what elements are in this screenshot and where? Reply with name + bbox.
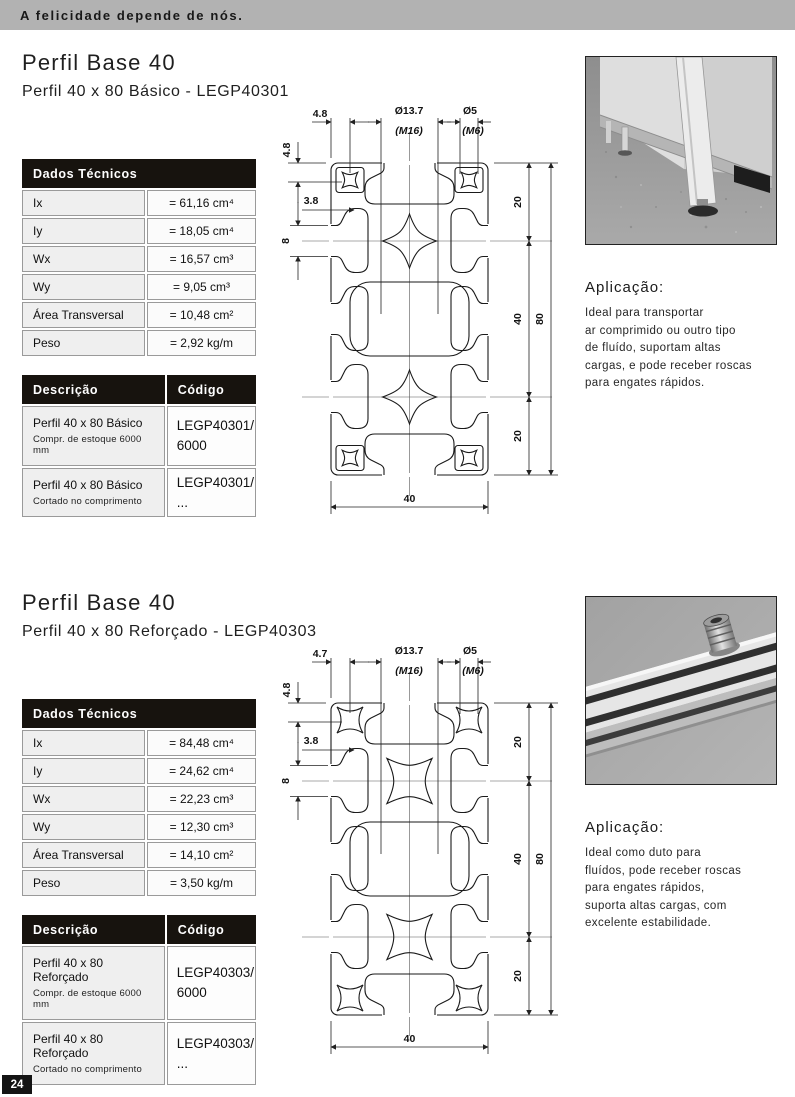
code-line: 6000: [176, 985, 207, 1000]
dim-seg-bot: 20: [512, 970, 524, 982]
tech-row-value: = 14,10 cm²: [147, 842, 256, 868]
section-subtitle: Perfil 40 x 80 Básico - LEGP40301: [22, 83, 290, 100]
application-line: fluídos, pode receber roscas: [585, 864, 742, 877]
application-heading: Aplicação:: [585, 279, 665, 296]
tech-row-value: = 61,16 cm⁴: [147, 190, 256, 216]
dim-total-height: 80: [534, 313, 546, 325]
product-photo-profile-duct: [585, 596, 777, 785]
desc-col-header: Descrição: [22, 915, 165, 944]
tech-row-label: Wy: [22, 274, 145, 300]
code-line: 6000: [176, 438, 207, 453]
product-note: Cortado no comprimento: [33, 496, 142, 507]
tech-table-header: Dados Técnicos: [22, 699, 256, 728]
application-line: cargas, e pode receber roscas: [585, 359, 752, 372]
tech-row-label: Ix: [22, 190, 145, 216]
code-line: LEGP40303/: [176, 965, 254, 980]
product-name: Perfil 40 x 80 Reforçado: [33, 1032, 104, 1060]
product-note: Cortado no comprimento: [33, 1064, 142, 1075]
dim-offset-v: 4.8: [281, 142, 293, 158]
dim-offset-h: 4.7: [312, 648, 328, 660]
application-text: [585, 845, 741, 933]
product-note: Compr. de estoque 6000 mm: [33, 434, 142, 456]
code-line: LEGP40301/: [176, 474, 254, 490]
dim-seg-bot: 20: [512, 430, 524, 442]
tech-row-value: = 16,57 cm³: [147, 246, 256, 272]
description-code-table: [20, 913, 258, 1087]
dim-offset-h: 4.8: [312, 108, 328, 120]
section-title: Perfil Base 40: [22, 50, 176, 75]
dim-total-height: 80: [534, 853, 546, 865]
code-col-header: Código: [167, 375, 256, 404]
tech-row-label: Peso: [22, 870, 145, 896]
application-line: para engates rápidos.: [585, 377, 705, 389]
tech-data-table: [20, 157, 258, 358]
tech-row-value: = 10,48 cm²: [147, 302, 256, 328]
dim-corner-thread: (M6): [462, 125, 484, 137]
tech-row-value: = 22,23 cm³: [147, 786, 256, 812]
application-line: suporta altas cargas, com: [585, 899, 727, 912]
application-line: Ideal para transportar: [585, 307, 704, 319]
tech-row-label: Área Transversal: [22, 302, 145, 328]
desc-cell: [22, 468, 165, 517]
dim-seg-mid: 40: [512, 313, 524, 325]
dim-wall: 3.8: [303, 735, 319, 747]
section-perfil-basico: [0, 30, 795, 570]
tech-row-label: Ix: [22, 730, 145, 756]
code-line: ...: [176, 1055, 188, 1071]
dim-slot: 8: [280, 778, 292, 784]
dim-seg-top: 20: [512, 196, 524, 208]
tech-row-value: = 2,92 kg/m: [147, 330, 256, 356]
code-cell: [167, 1022, 256, 1085]
tech-row-value: = 9,05 cm³: [147, 274, 256, 300]
application-heading: Aplicação:: [585, 819, 665, 836]
dim-seg-mid: 40: [512, 853, 524, 865]
code-line: ...: [176, 494, 188, 510]
tech-row-value: = 18,05 cm⁴: [147, 218, 256, 244]
profile-cross-section-drawing: [280, 100, 570, 538]
dim-width: 40: [403, 1033, 416, 1045]
tech-row-label: Wx: [22, 786, 145, 812]
description-code-table: [20, 373, 258, 519]
product-note: Compr. de estoque 6000 mm: [33, 988, 142, 1010]
dim-slot: 8: [280, 238, 292, 244]
tech-row-label: Peso: [22, 330, 145, 356]
application-line: Ideal como duto para: [585, 847, 702, 859]
tagline: A felicidade depende de nós.: [20, 7, 244, 23]
tech-row-value: = 24,62 cm⁴: [147, 758, 256, 784]
product-name: Perfil 40 x 80 Reforçado: [33, 956, 104, 984]
page-number-badge: 24: [2, 1075, 32, 1094]
desc-cell: [22, 406, 165, 466]
tech-row-label: Wy: [22, 814, 145, 840]
tech-row-value: = 84,48 cm⁴: [147, 730, 256, 756]
tech-row-value: = 3,50 kg/m: [147, 870, 256, 896]
application-line: para engates rápidos,: [585, 882, 705, 894]
dim-center-thread: (M16): [395, 665, 423, 677]
profile-cross-section-drawing: [280, 640, 570, 1078]
tech-row-label: Iy: [22, 758, 145, 784]
tech-data-table: [20, 697, 258, 898]
code-col-header: Código: [167, 915, 256, 944]
dim-corner-thread: (M6): [462, 665, 484, 677]
dim-center-thread: (M16): [395, 125, 423, 137]
desc-cell: [22, 1022, 165, 1085]
dim-offset-v: 4.8: [281, 682, 293, 698]
section-title: Perfil Base 40: [22, 590, 176, 615]
dim-center-hole: Ø13.7: [394, 105, 424, 117]
code-line: LEGP40303/: [176, 1035, 254, 1051]
section-subtitle: Perfil 40 x 80 Reforçado - LEGP40303: [22, 623, 317, 640]
dim-corner-hole: Ø5: [462, 645, 478, 657]
code-line: LEGP40301/: [176, 418, 254, 433]
product-name: Perfil 40 x 80 Básico: [33, 478, 143, 492]
desc-col-header: Descrição: [22, 375, 165, 404]
application-text: [585, 305, 752, 393]
tech-row-label: Área Transversal: [22, 842, 145, 868]
product-photo-machine-base: [585, 56, 777, 245]
dim-corner-hole: Ø5: [462, 105, 478, 117]
code-cell: [167, 468, 256, 517]
product-name: Perfil 40 x 80 Básico: [33, 416, 143, 430]
application-line: excelente estabilidade.: [585, 917, 712, 929]
tech-table-header: Dados Técnicos: [22, 159, 256, 188]
header-bar: [0, 0, 795, 30]
dim-center-hole: Ø13.7: [394, 645, 424, 657]
tech-row-label: Wx: [22, 246, 145, 272]
tech-row-label: Iy: [22, 218, 145, 244]
application-line: ar comprimido ou outro tipo: [585, 324, 736, 337]
desc-cell: [22, 946, 165, 1020]
dim-width: 40: [403, 493, 416, 505]
dim-wall: 3.8: [303, 195, 319, 207]
code-cell: [167, 406, 256, 466]
section-perfil-reforcado: [0, 570, 795, 1097]
tech-row-value: = 12,30 cm³: [147, 814, 256, 840]
application-line: de fluído, suportam altas: [585, 342, 721, 354]
dim-seg-top: 20: [512, 736, 524, 748]
code-cell: [167, 946, 256, 1020]
